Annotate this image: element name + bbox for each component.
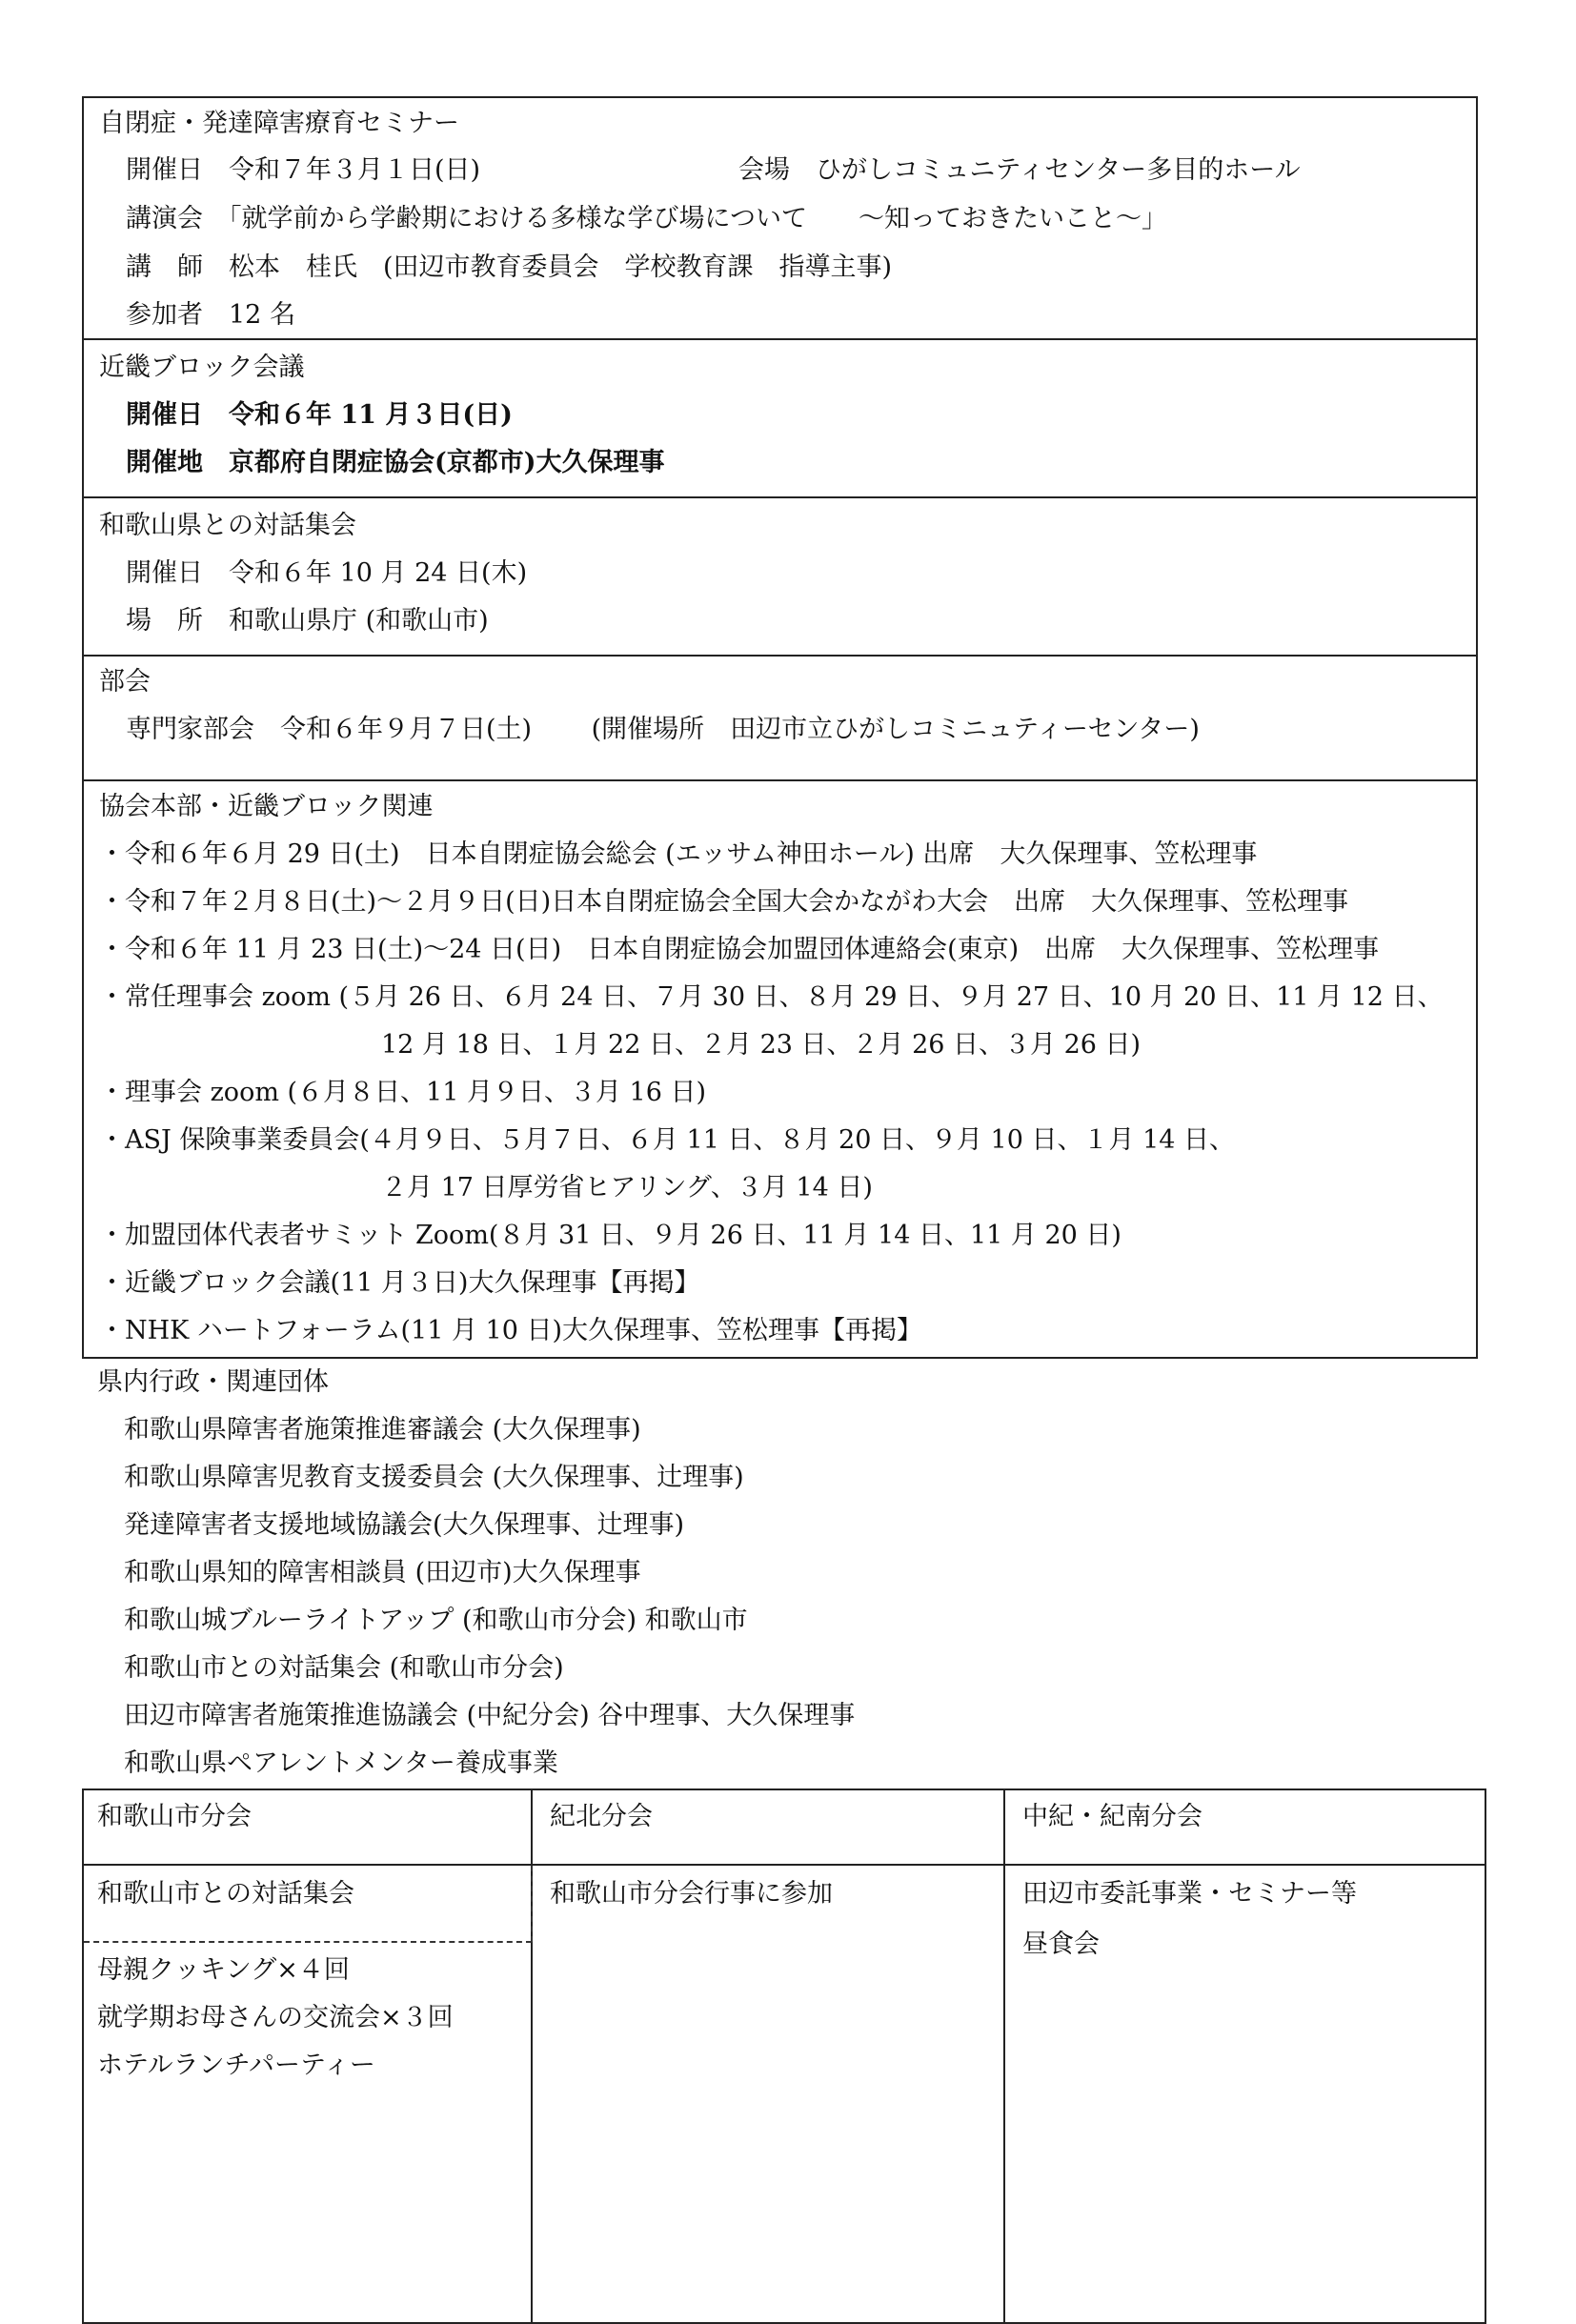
gyosei-title: 県内行政・関連団体 — [97, 1367, 329, 1397]
dialogue-date: 開催日 令和６年 10 月 24 日(木) — [126, 558, 528, 588]
honbu-item: ・ASJ 保険事業委員会(４月９日、５月７日、６月 11 日、８月 20 日、９月 10 日、１月 14 日、 — [99, 1125, 1236, 1155]
wakayama-boxed-item: 和歌山市との対話集会 — [97, 1879, 354, 1909]
chukinan-item: 昼食会 — [1022, 1930, 1100, 1959]
honbu-item: ・令和６年 11 月 23 日(土)〜24 日(日) 日本自閉症協会加盟団体連絡会(東京) 出席 大久保理事、笠松理事 — [99, 935, 1380, 964]
kinki-place: 開催地 京都府自閉症協会(京都市)大久保理事 — [126, 448, 665, 477]
table-divider — [1003, 1788, 1005, 2324]
honbu-item: ・令和６年６月 29 日(土) 日本自閉症協会総会 (エッサム神田ホール) 出席 大久保理事、笠松理事 — [99, 839, 1258, 869]
dialogue-section — [82, 496, 1478, 657]
honbu-section — [82, 779, 1478, 1359]
seminar-date: 開催日 令和７年３月１日(日) — [126, 155, 481, 185]
table-header-divider — [82, 1864, 1486, 1866]
honbu-item-continued: ２月 17 日厚労省ヒアリング、３月 14 日) — [381, 1173, 873, 1202]
wakayama-item: 就学期お母さんの交流会×３回 — [97, 2003, 454, 2032]
branch-header-chukinan: 中紀・紀南分会 — [1022, 1802, 1202, 1831]
dialogue-title: 和歌山県との対話集会 — [99, 511, 356, 540]
gyosei-item: 発達障害者支援地域協議会(大久保理事、辻理事) — [124, 1510, 685, 1540]
seminar-lecturer: 講 師 松本 桂氏 (田辺市教育委員会 学校教育課 指導主事) — [126, 253, 893, 282]
dashed-divider — [531, 1866, 533, 1942]
kinki-date: 開催日 令和６年 11 月３日(日) — [126, 400, 513, 430]
bukai-line: 専門家部会 令和６年９月７日(土) (開催場所 田辺市立ひがしコミニュティーセンター) — [126, 715, 1200, 744]
branch-header-wakayama: 和歌山市分会 — [97, 1802, 252, 1831]
honbu-item: ・近畿ブロック会議(11 月３日)大久保理事【再掲】 — [99, 1268, 700, 1298]
kinki-section — [82, 338, 1478, 498]
wakayama-item: 母親クッキング×４回 — [97, 1955, 350, 1985]
dashed-divider — [84, 1941, 532, 1943]
gyosei-item: 和歌山城ブルーライトアップ (和歌山市分会) 和歌山市 — [124, 1606, 748, 1635]
gyosei-item: 和歌山県障害児教育支援委員会 (大久保理事、辻理事) — [124, 1463, 744, 1492]
bukai-title: 部会 — [99, 667, 151, 697]
wakayama-item: ホテルランチパーティー — [97, 2051, 375, 2080]
honbu-item: ・理事会 zoom (６月８日、11 月９日、３月 16 日) — [99, 1078, 707, 1107]
bukai-section — [82, 655, 1478, 781]
gyosei-item: 和歌山県知的障害相談員 (田辺市)大久保理事 — [124, 1558, 641, 1587]
branch-header-kihoku: 紀北分会 — [550, 1802, 653, 1831]
chukinan-item: 田辺市委託事業・セミナー等 — [1022, 1879, 1357, 1909]
honbu-item: ・令和７年２月８日(土)〜２月９日(日)日本自閉症協会全国大会かながわ大会 出席 大久保理事、笠松理事 — [99, 887, 1349, 917]
gyosei-item: 和歌山市との対話集会 (和歌山市分会) — [124, 1653, 564, 1683]
honbu-item: ・加盟団体代表者サミット Zoom(８月 31 日、９月 26 日、11 月 14 日、11 月 20 日) — [99, 1221, 1121, 1250]
seminar-attendees: 参加者 12 名 — [126, 300, 295, 330]
gyosei-item: 田辺市障害者施策推進協議会 (中紀分会) 谷中理事、大久保理事 — [124, 1701, 856, 1730]
seminar-venue: 会場 ひがしコミュニティセンター多目的ホール — [738, 155, 1301, 185]
kihoku-item: 和歌山市分会行事に参加 — [550, 1879, 833, 1909]
seminar-title: 自閉症・発達障害療育セミナー — [99, 109, 459, 138]
gyosei-item: 和歌山県ペアレントメンター養成事業 — [124, 1748, 558, 1778]
seminar-lecture: 講演会 「就学前から学齢期における多様な学び場について 〜知っておきたいこと〜」 — [126, 204, 1167, 233]
kinki-title: 近畿ブロック会議 — [99, 353, 305, 382]
seminar-section — [82, 96, 1478, 340]
honbu-item: ・常任理事会 zoom (５月 26 日、６月 24 日、７月 30 日、８月 29 日、９月 27 日、10 月 20 日、11 月 12 日、 — [99, 982, 1444, 1012]
dialogue-place: 場 所 和歌山県庁 (和歌山市) — [126, 606, 489, 636]
honbu-item: ・NHK ハートフォーラム(11 月 10 日)大久保理事、笠松理事【再掲】 — [99, 1316, 923, 1345]
honbu-title: 協会本部・近畿ブロック関連 — [99, 792, 434, 821]
gyosei-item: 和歌山県障害者施策推進審議会 (大久保理事) — [124, 1415, 641, 1445]
honbu-item-continued: 12 月 18 日、１月 22 日、２月 23 日、２月 26 日、３月 26 日) — [381, 1030, 1142, 1060]
